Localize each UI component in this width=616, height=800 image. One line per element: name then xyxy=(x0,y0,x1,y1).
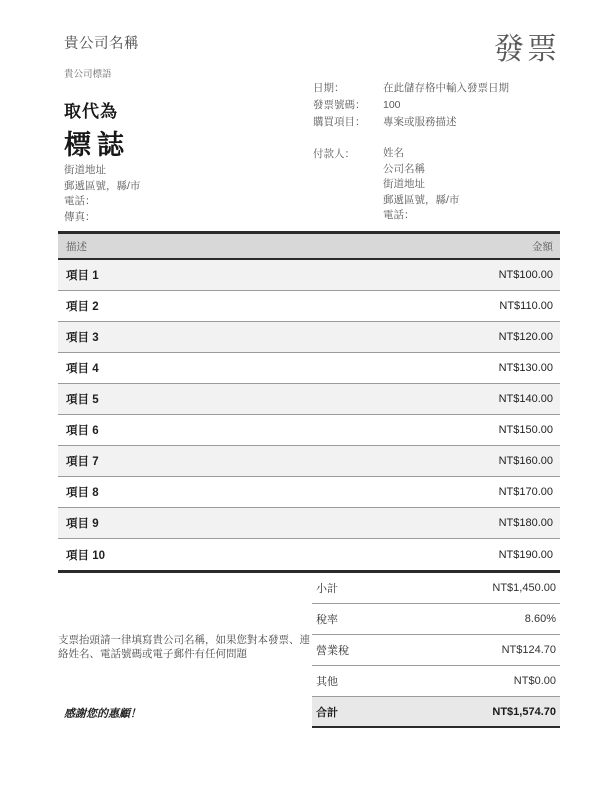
summary-row-tax-rate xyxy=(312,604,560,635)
invoice-number-value: 100 xyxy=(383,99,401,111)
company-address xyxy=(64,163,140,225)
item-description: 項目 3 xyxy=(66,332,99,344)
total-label: 合計 xyxy=(316,706,338,719)
summary-row-total xyxy=(312,697,560,728)
item-description: 項目 4 xyxy=(66,363,99,375)
company-name: 貴公司名稱 xyxy=(64,36,139,52)
table-row xyxy=(58,539,560,570)
description-column-header: 描述 xyxy=(66,240,87,253)
sales-tax-value: NT$124.70 xyxy=(501,644,556,656)
table-row xyxy=(58,322,560,353)
table-body xyxy=(58,260,560,573)
company-header xyxy=(64,32,139,80)
item-description: 項目 7 xyxy=(66,456,99,468)
company-phone: 電話： xyxy=(64,195,96,207)
notes-column xyxy=(58,573,312,728)
item-amount: NT$170.00 xyxy=(498,486,553,498)
summary-column xyxy=(312,573,560,728)
payer-phone: 電話： xyxy=(383,209,415,221)
payment-note: 支票抬頭請一律填寫貴公司名稱，如果您對本發票、連絡姓名、電話號碼或電子郵件有任何問題 xyxy=(58,634,310,660)
table-row xyxy=(58,260,560,291)
item-description: 項目 5 xyxy=(66,394,99,406)
item-description: 項目 10 xyxy=(66,549,105,562)
invoice-number-label: 發票號碼： xyxy=(313,99,366,111)
amount-column-header: 金額 xyxy=(532,240,553,253)
payer-name: 姓名 xyxy=(383,147,404,159)
tax-rate-value: 8.60% xyxy=(524,613,556,625)
item-amount: NT$110.00 xyxy=(499,300,553,312)
item-amount: NT$190.00 xyxy=(498,548,553,561)
summary-row-subtotal xyxy=(312,573,560,604)
date-label: 日期： xyxy=(313,82,345,94)
table-row xyxy=(58,477,560,508)
subtotal-label: 小計 xyxy=(316,583,338,595)
table-row xyxy=(58,384,560,415)
item-amount: NT$160.00 xyxy=(498,455,553,467)
item-amount: NT$120.00 xyxy=(498,331,553,343)
invoice-meta xyxy=(313,80,509,131)
table-row xyxy=(58,446,560,477)
bottom-section xyxy=(58,573,560,728)
table-row xyxy=(58,508,560,539)
sales-tax-label: 營業稅 xyxy=(316,645,349,657)
items-table xyxy=(58,231,560,728)
summary-row-sales-tax xyxy=(312,635,560,666)
thank-you-note: 感謝您的惠顧！ xyxy=(64,708,141,720)
logo-placeholder-line2: 標誌 xyxy=(64,130,130,160)
meta-row-date xyxy=(313,80,509,97)
invoice-title: 發票 xyxy=(494,33,560,66)
item-amount: NT$140.00 xyxy=(498,393,553,405)
payer-company: 公司名稱 xyxy=(383,162,425,175)
company-fax: 傳真： xyxy=(64,210,96,223)
table-row xyxy=(58,291,560,322)
payer-street: 街道地址 xyxy=(383,178,425,190)
item-amount: NT$100.00 xyxy=(498,269,553,281)
company-slogan: 貴公司標語 xyxy=(64,69,112,80)
meta-row-purchase-item xyxy=(313,114,509,131)
tax-rate-label: 稅率 xyxy=(316,614,338,626)
table-row xyxy=(58,415,560,446)
table-header-row xyxy=(58,231,560,260)
date-value: 在此儲存格中輸入發票日期 xyxy=(383,82,509,94)
item-amount: NT$180.00 xyxy=(498,517,553,529)
other-label: 其他 xyxy=(316,676,338,688)
item-amount: NT$150.00 xyxy=(498,424,553,436)
item-amount: NT$130.00 xyxy=(498,362,553,374)
meta-row-invoice-number xyxy=(313,97,509,114)
summary-row-other xyxy=(312,666,560,697)
item-description: 項目 8 xyxy=(66,487,99,499)
table-row xyxy=(58,353,560,384)
purchase-item-value: 專案或服務描述 xyxy=(383,116,457,128)
logo-placeholder-line1: 取代為 xyxy=(64,102,118,121)
item-description: 項目 6 xyxy=(66,425,99,437)
company-street: 街道地址 xyxy=(64,164,106,176)
company-zip-city: 郵遞區號，縣/市 xyxy=(64,179,141,192)
payer-block xyxy=(313,146,459,224)
payer-label: 付款人： xyxy=(313,148,355,160)
payer-zip-city: 郵遞區號，縣/市 xyxy=(383,193,460,206)
item-description: 項目 9 xyxy=(66,518,99,530)
item-description: 項目 2 xyxy=(66,301,99,313)
purchase-item-label: 購買項目： xyxy=(313,116,366,128)
total-value: NT$1,574.70 xyxy=(492,705,556,718)
item-description: 項目 1 xyxy=(66,270,99,282)
other-value: NT$0.00 xyxy=(513,675,556,687)
payer-lines xyxy=(383,146,459,224)
subtotal-value: NT$1,450.00 xyxy=(492,582,556,594)
logo-placeholder xyxy=(64,97,130,162)
